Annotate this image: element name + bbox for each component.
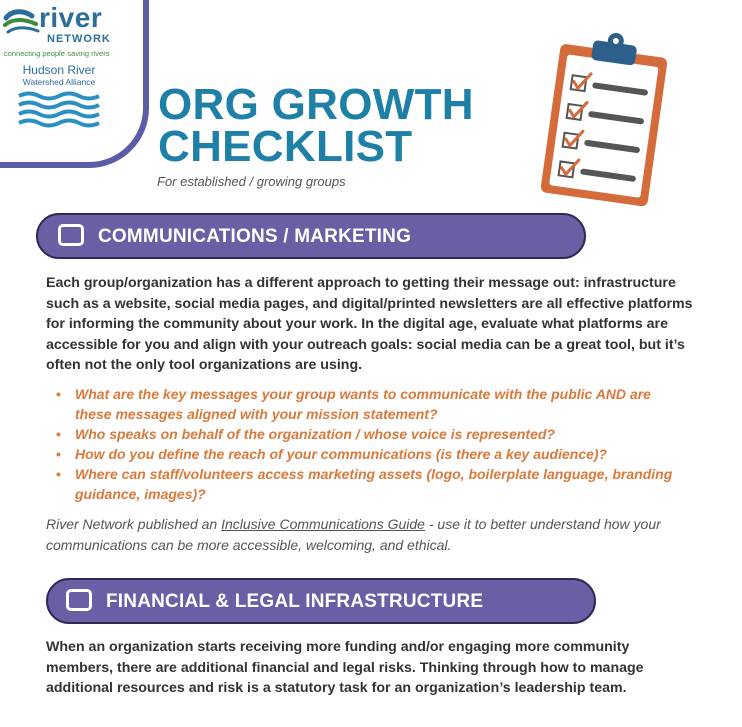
- section-title: COMMUNICATIONS / MARKETING: [98, 226, 412, 247]
- title-line-1: ORG GROWTH: [158, 80, 474, 129]
- resource-note: [46, 514, 706, 556]
- section-banner-financial: [46, 578, 596, 624]
- note-text-after: - use it to better understand how your communications can be more accessible, welcoming, and ethical.: [46, 516, 661, 553]
- checkbox-icon: [66, 589, 92, 611]
- hudson-river-subtitle: Watershed Alliance: [22, 77, 96, 87]
- river-network-wordmark: river: [39, 2, 103, 33]
- section-title: FINANCIAL & LEGAL INFRASTRUCTURE: [106, 591, 484, 612]
- section-banner-communications: [36, 213, 586, 259]
- inclusive-communications-guide-link[interactable]: Inclusive Communications Guide: [221, 516, 425, 532]
- list-item: • How do you define the reach of your communications (is there a key audience)?: [56, 444, 686, 464]
- list-item: • Where can staff/volunteers access marketing assets (logo, boilerplate language, branding guidance, images)?: [56, 464, 686, 504]
- water-waves-icon: [17, 91, 101, 131]
- question-list: [56, 384, 686, 504]
- river-network-tagline: connecting people·saving rivers: [4, 49, 110, 58]
- hudson-river-logo: [4, 64, 114, 131]
- page-subtitle: For established / growing groups: [157, 174, 346, 189]
- list-item: • What are the key messages your group wants to communicate with the public AND are these messages aligned with your mission statement?: [56, 384, 686, 424]
- list-item: • Who speaks on behalf of the organization / whose voice is represented?: [56, 424, 686, 444]
- title-line-2: CHECKLIST: [158, 122, 413, 171]
- page-title: [158, 80, 474, 171]
- network-wordmark: NETWORK: [47, 33, 111, 45]
- river-network-logo: [2, 2, 118, 58]
- checkbox-icon: [58, 224, 84, 246]
- river-waves-icon: [2, 8, 42, 38]
- section-paragraph: When an organization starts receiving more funding and/or engaging more community members, there are additional financial and legal risks. Thinking through how to manage additional resources and risk is a statutory task for an organization’s leadership team.: [46, 639, 644, 696]
- hudson-river-name: Hudson River: [22, 63, 96, 77]
- clipboard-checklist-icon: [528, 30, 678, 212]
- section-paragraph: Each group/organization has a different approach to getting their message out: infrastructure such as a website, social media pages, and digital/printed newsletters are all effective platforms for informing the community about your work. In the digital age, evaluate what platforms are accessible for you and align with your outreach goals: social media can be a great tool, but it’s often not the only tool organizations are using.: [46, 275, 693, 373]
- note-text-before: River Network published an: [46, 516, 222, 532]
